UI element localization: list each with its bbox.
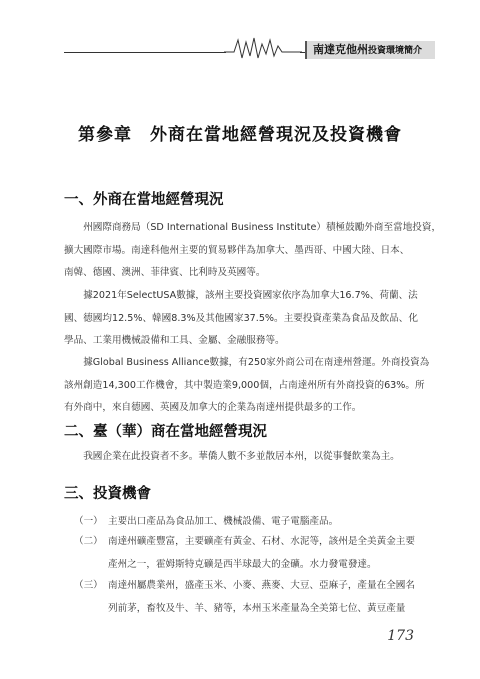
paragraph	[64, 285, 420, 353]
paragraph-line: 據Global Business Alliance數據，有250家外商公司在南達州營運。外商投資為	[83, 357, 430, 368]
section-heading-foreign-business: 一、外商在當地經營現況	[64, 191, 224, 208]
list-item-line: 南達州礦產豐富，主要礦產有黃金、石材、水泥等，該州是全美黃金主要	[108, 536, 415, 547]
list-item-line: 南達州屬農業州，盛產玉米、小麥、燕麥、大豆、亞麻子，產量在全國名	[108, 580, 415, 591]
list-item-number: （一）	[74, 516, 103, 527]
header-title	[305, 41, 435, 59]
list-item-line: 產州之一，霍姆斯特克礦是西半球最大的金礦。水力發電發達。	[108, 558, 377, 570]
paragraph	[64, 446, 420, 469]
page-number: 173	[387, 628, 414, 644]
list-item	[74, 531, 424, 576]
list-item-number: （二）	[74, 536, 103, 547]
paragraph	[64, 352, 430, 420]
section-heading-taiwan-business: 二、臺（華）商在當地經營現況	[64, 423, 267, 440]
paragraph-line: 國、德國均12.5%、韓國8.3%及其他國家37.5%。主要投資產業為食品及飲品、化	[64, 312, 418, 324]
paragraph-line: 擴大國際市場。南達科他州主要的貿易夥伴為加拿大、墨西哥、中國大陸、日本、	[64, 244, 410, 256]
paragraph-line: 州國際商務局（SD International Business Institute）積極鼓勵外商至當地投資，	[83, 222, 442, 233]
heartbeat-wave-icon	[224, 36, 302, 60]
paragraph-line: 據2021年SelectUSA數據，該州主要投資國家依序為加拿大16.7%、荷蘭、法	[83, 290, 418, 301]
list-item-number: （三）	[74, 580, 103, 591]
paragraph-line: 該州創造14,300工作機會，其中製造業9,000個，占南達州所有外商投資的63%。所	[64, 379, 425, 391]
paragraph-line: 我國企業在此投資者不多。華僑人數不多並散居本州，以從事餐飲業為主。	[83, 451, 400, 462]
running-header	[0, 0, 480, 70]
list-item-line: 列前茅，畜牧及牛、羊、豬等，本州玉米產量為全美第七位、黃豆產量	[108, 602, 406, 614]
header-title-sub: 投資環境簡介	[368, 46, 423, 56]
section-heading-investment-opportunities: 三、投資機會	[64, 485, 151, 502]
chapter-title: 第參章 外商在當地經營現況及投資機會	[78, 125, 402, 145]
list-item	[74, 575, 424, 620]
paragraph-line: 有外商中，來自德國、英國及加拿大的企業為南達州提供最多的工作。	[64, 402, 362, 413]
header-rule-left	[64, 52, 226, 53]
list-item-line: 主要出口產品為食品加工、機械設備、電子電腦產品。	[108, 516, 339, 527]
paragraph-line: 學品、工業用機械設備和工具、金屬、金融服務等。	[64, 335, 285, 346]
paragraph-line: 南韓、德國、澳洲、菲律賓、比利時及英國等。	[64, 267, 266, 278]
paragraph	[64, 217, 442, 285]
header-title-main: 南達克他州	[313, 43, 368, 56]
